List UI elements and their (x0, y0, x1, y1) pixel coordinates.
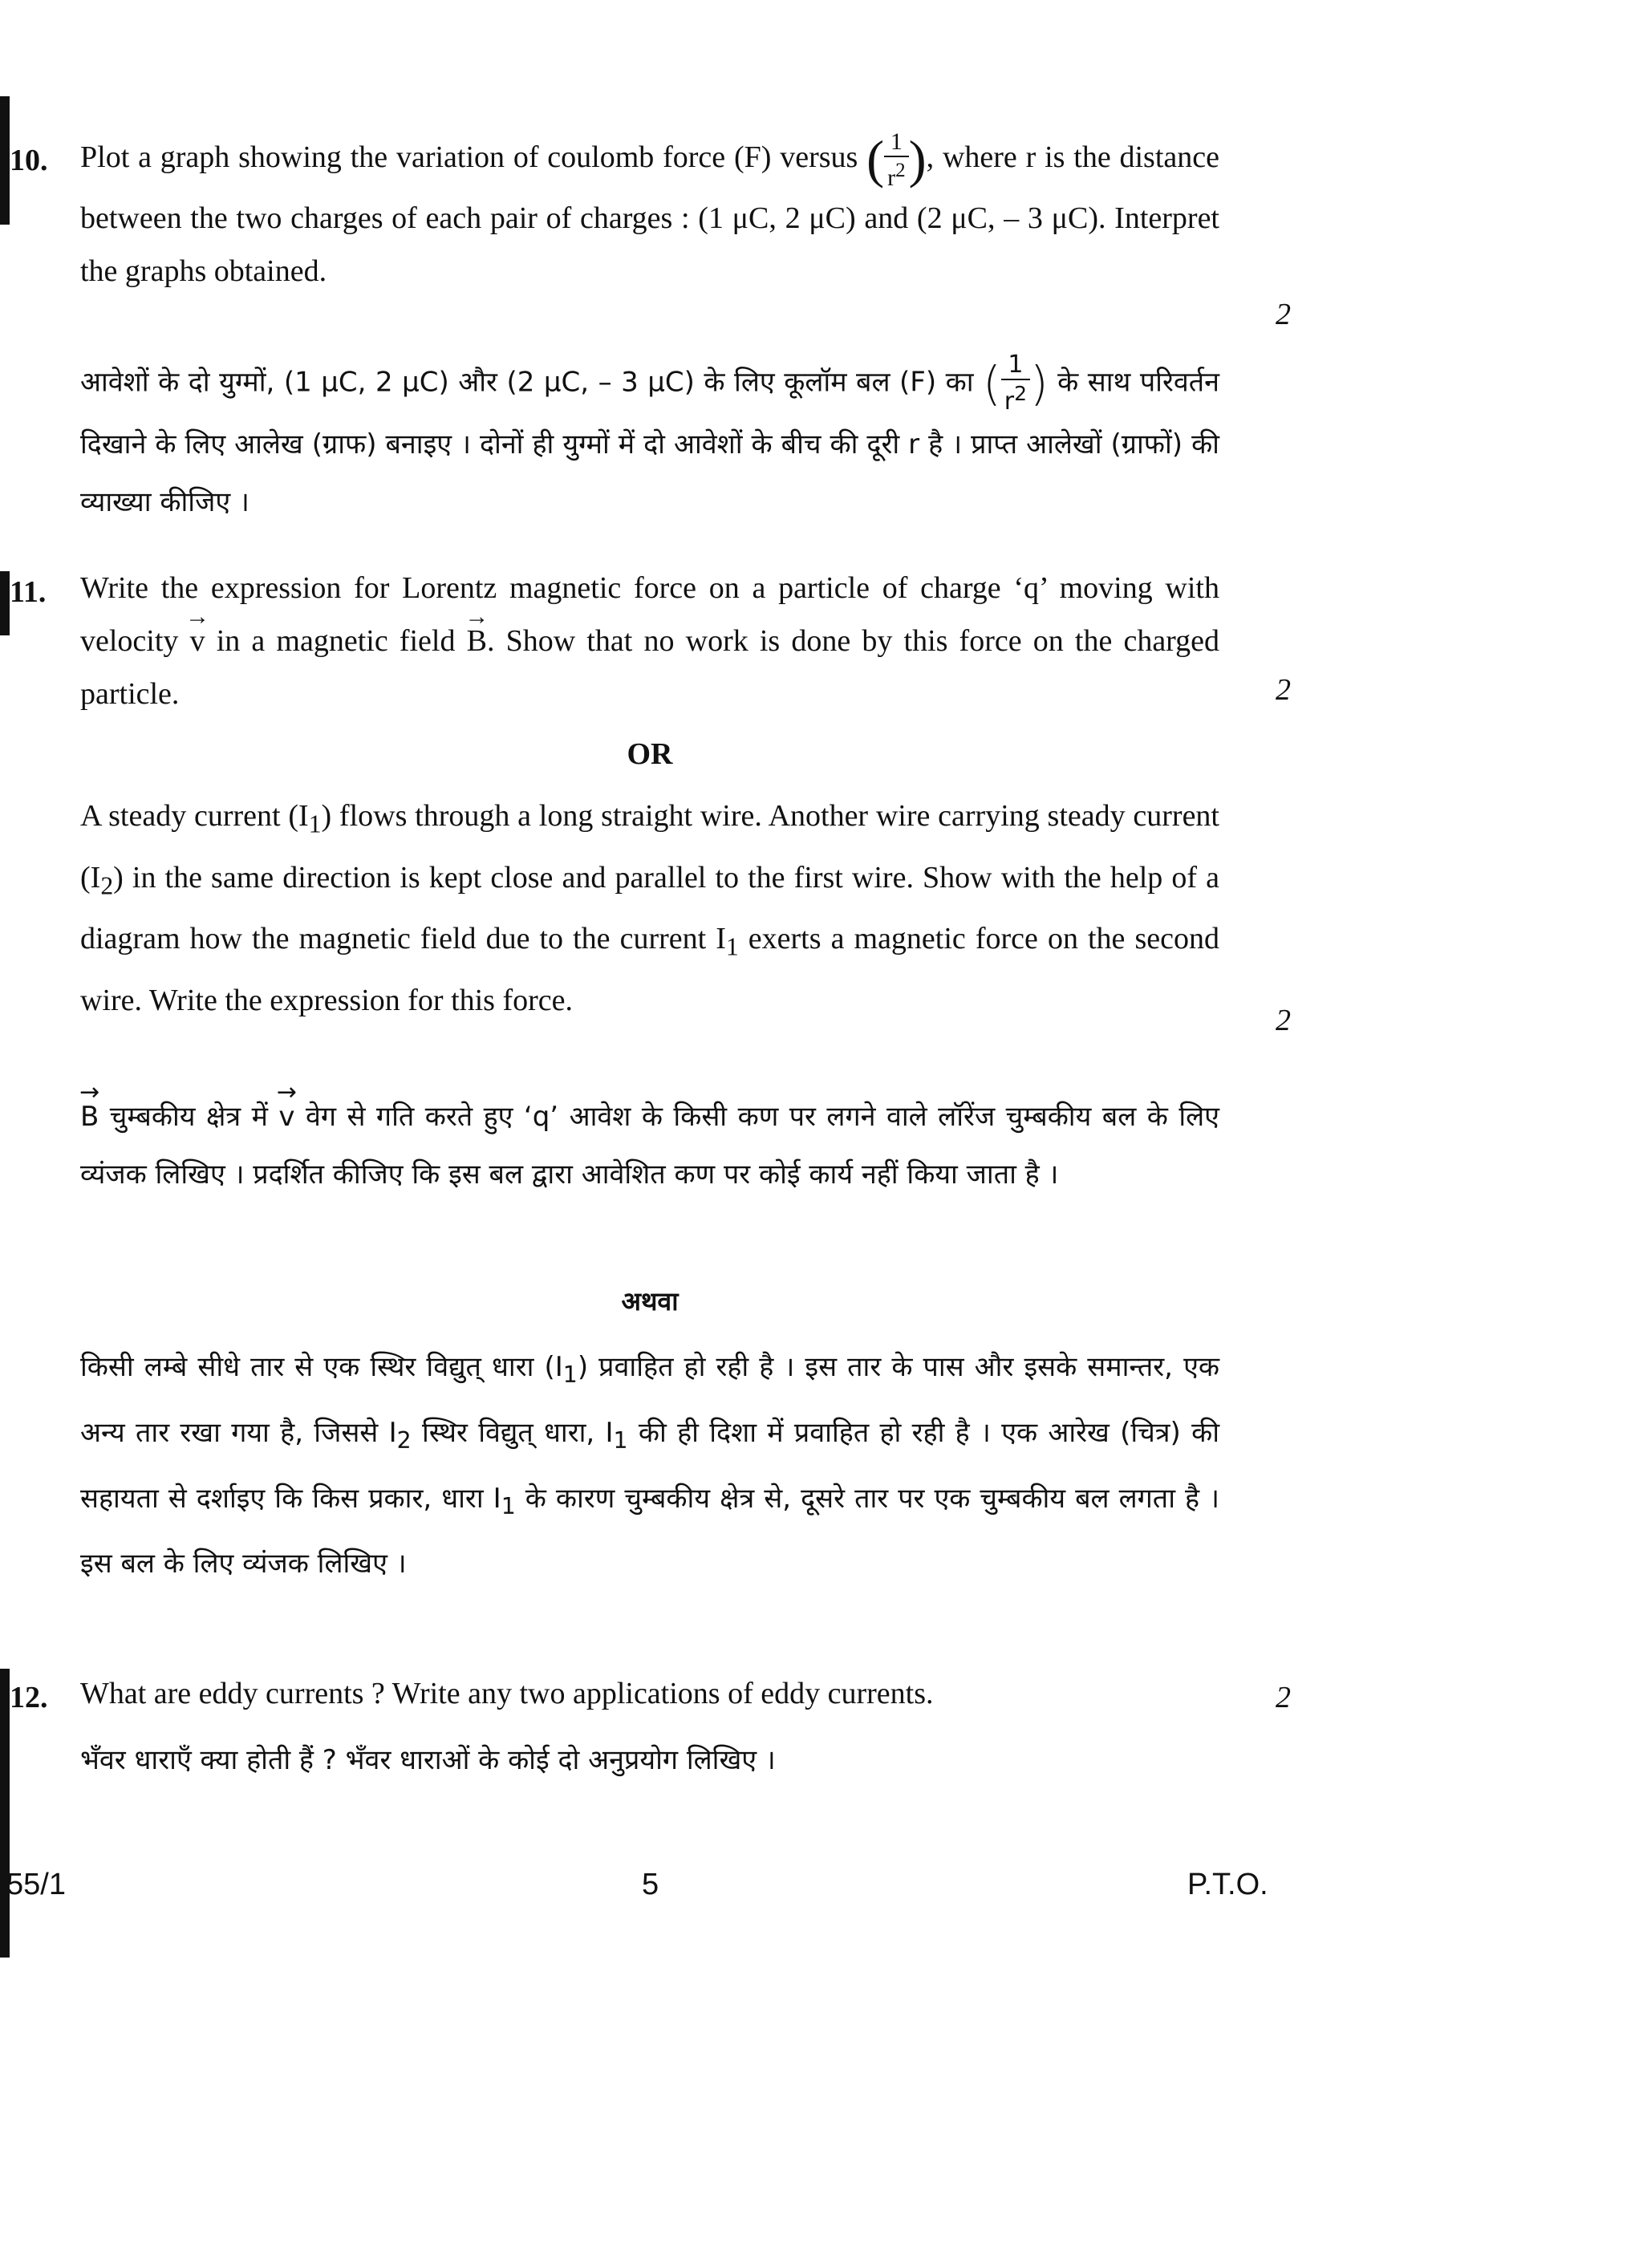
inverse-r-squared-fraction-hi: $\frac{1}{r^2}$ (1001, 351, 1030, 416)
velocity-vector: → v (190, 615, 205, 667)
marks-q11-b: 2 (1276, 1004, 1291, 1037)
question-number-11: 11. (10, 575, 47, 609)
question-11-hindi-b: किसी लम्बे सीधे तार से एक स्थिर विद्युत् धारा $(I_1)$ प्रवाहित हो रही है । इस तार के पास और इसके समान्तर, एक अन्य तार रखा गया है, जिससे $I_2$ स्थिर विद्युत् धारा, $I_1$ की ही दिशा में प्रवाहित हो रही है । एक आरेख (चित्र) की सहायता से दर्शाइए कि किस प्रकार, धारा $I_1$ के कारण चुम्बकीय क्षेत्र से, दूसरे तार पर एक चुम्बकीय बल लगता है । इस बल के लिए व्यंजक लिखिए । (80, 1351, 1220, 1580)
question-11-english-b: A steady current $(I_1)$ flows through a long straight wire. Another wire carrying steady current $(I_2)$ in the same direction is kept close and parallel to the first wire. Show with the help of a diagram how the magnetic field due to the current $I_1$ exerts a magnetic force on the second wire. Write the expression for this force. (80, 799, 1219, 1017)
margin-bar-1 (0, 96, 10, 225)
q10-en-text-1: Plot a graph showing the variation of coulomb force (F) versus (80, 140, 858, 175)
marks-q12: 2 (1276, 1681, 1291, 1714)
q11-en-a-text-3: . Show that no work is done by this force on the charged particle. (80, 624, 1220, 711)
margin-bar-2 (0, 571, 10, 635)
marks-q11-a: 2 (1276, 673, 1291, 707)
question-12-english: What are eddy currents ? Write any two applications of eddy currents. (80, 1677, 934, 1710)
magnetic-field-vector: → B (467, 615, 487, 667)
marks-q10: 2 (1276, 298, 1291, 331)
q11-en-a-text-2: in a magnetic field (216, 624, 456, 658)
question-11-english-a (80, 562, 1219, 720)
margin-bar-3 (0, 1669, 10, 1958)
question-10-english: Plot a graph showing the variation of coulomb force (F) versus ( $\frac{1}{r^2}$ ), where r is the distance between the two charges of each pair of charges : (1 μC, 2 μC) and (2 μC, – 3 μC). Interpret the graphs obtained. (80, 128, 1220, 288)
paper-code: 55/1 (6, 1868, 66, 1901)
question-number-10: 10. (10, 144, 48, 177)
velocity-vector-hi: → v (278, 1088, 294, 1146)
q11-en-a-text-1: Write the expression for Lorentz magnetic force on a particle of charge ‘q’ moving with velocity (80, 571, 1219, 658)
question-12-hindi: भँवर धाराएँ क्या होती हैं ? भँवर धाराओं के कोई दो अनुप्रयोग लिखिए । (80, 1744, 776, 1776)
question-10-hindi: आवेशों के दो युग्मों, (1 μC, 2 μC) और (2 μC, – 3 μC) के लिए कूलॉम बल (F) का ( $\frac{1}{r^2}$ ) के साथ परिवर्तन दिखाने के लिए आलेख (ग्राफ) बनाइए । दोनों ही युग्मों में दो आवेशों के बीच की दूरी r है । प्राप्त आलेखों (ग्राफों) की व्याख्या कीजिए । (80, 351, 1220, 518)
question-number-12: 12. (10, 1681, 48, 1714)
question-11-hindi-a: → B चुम्बकीय क्षेत्र में → v वेग से गति करते हुए ‘q’ आवेश के किसी कण पर लगने वाले लॉरेंज चुम्बकीय बल के लिए व्यंजक लिखिए । प्रदर्शित कीजिए कि इस बल द्वारा आवेशित कण पर कोई कार्य नहीं किया जाता है । (80, 1088, 1219, 1203)
page-number: 5 (642, 1868, 659, 1901)
q10-en-text-2: , where r is the distance between the two charges of each pair of charges : (1 μC, 2 μC) and (2 μC, – 3 μC). Interpret the graphs obtained. (80, 140, 1220, 288)
magnetic-field-vector-hi: → B (80, 1088, 99, 1146)
please-turn-over: P.T.O. (1187, 1868, 1268, 1901)
q10-hi-text-2: के साथ परिवर्तन दिखाने के लिए आलेख (ग्राफ) बनाइए । दोनों ही युग्मों में दो आवेशों के बीच की दूरी r है । प्राप्त आलेखों (ग्राफों) की व्याख्या कीजिए । (80, 366, 1220, 518)
or-separator-hindi: अथवा (621, 1286, 679, 1317)
inverse-r-squared-fraction: $\frac{1}{r^2}$ (884, 128, 909, 192)
q10-hi-text-1: आवेशों के दो युग्मों, (1 μC, 2 μC) और (2 μC, – 3 μC) के लिए कूलॉम बल (F) का (80, 366, 974, 399)
or-separator-english: OR (627, 737, 673, 771)
